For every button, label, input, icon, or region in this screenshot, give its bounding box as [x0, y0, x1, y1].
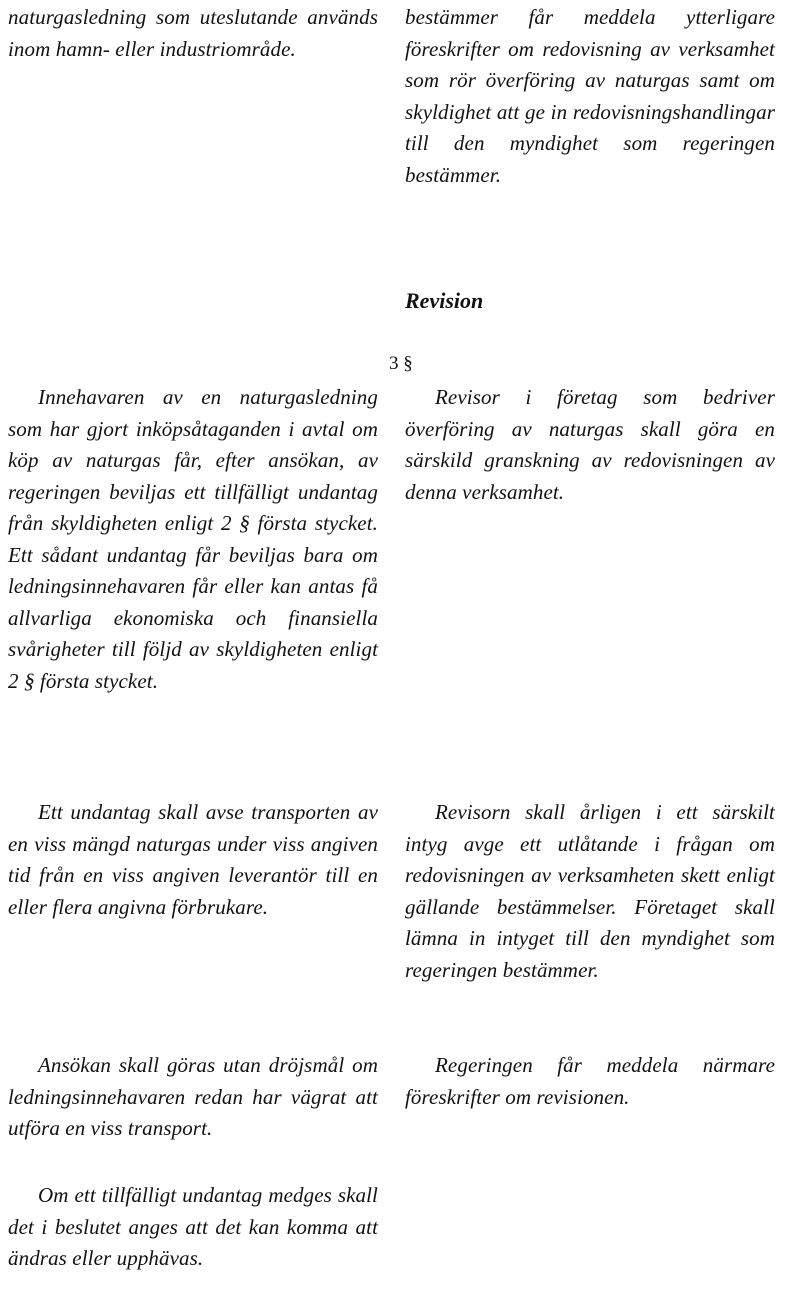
right-paragraph-continuation: bestämmer får meddela ytterligare föreskrifter om redovisning av verksamhet som rör överföring av naturgas samt om skyldighet att ge in redovisningshandlingar till den myndighet som regeringen bestämmer.: [405, 5, 775, 187]
left-paragraph-exemption: Innehavaren av en naturgasledning som har gjort inköpsåtaganden i avtal om köp av naturgas får, efter ansökan, av regeringen beviljas ett tillfälligt undantag från skyldigheten enligt 2 § första stycket. Ett sådant undantag får beviljas bara om ledningsinnehavaren får eller kan antas få allvarliga ekonomiska och finansiella svårigheter till följd av skyldigheten enligt 2 § första stycket.: [8, 385, 378, 693]
left-paragraph-exemption-scope: Ett undantag skall avse transporten av en viss mängd naturgas under viss angiven tid från en viss angiven leverantör till en eller flera angivna förbrukare.: [8, 800, 378, 919]
right-paragraph-regulations: Regeringen får meddela närmare föreskrifter om revisionen.: [405, 1053, 775, 1109]
left-paragraph-continuation: naturgasledning som uteslutande används inom hamn- eller industriområde.: [8, 5, 378, 61]
section-number: 3 §: [389, 353, 413, 374]
section-heading-revision: Revision: [405, 288, 484, 313]
right-paragraph-auditor: Revisor i företag som bedriver överföring av naturgas skall göra en särskild granskning av redovisningen av denna verksamhet.: [405, 385, 775, 504]
left-paragraph-decision: Om ett tillfälligt undantag medges skall det i beslutet anges att det kan komma att ändras eller upphävas.: [8, 1183, 378, 1270]
left-paragraph-application: Ansökan skall göras utan dröjsmål om ledningsinnehavaren redan har vägrat att utföra en viss transport.: [8, 1053, 378, 1140]
right-paragraph-statement: Revisorn skall årligen i ett särskilt intyg avge ett utlåtande i frågan om redovisningen av verksamheten skett enligt gällande bestämmelser. Företaget skall lämna in intyget till den myndighet som regeringen bestämmer.: [405, 800, 775, 982]
